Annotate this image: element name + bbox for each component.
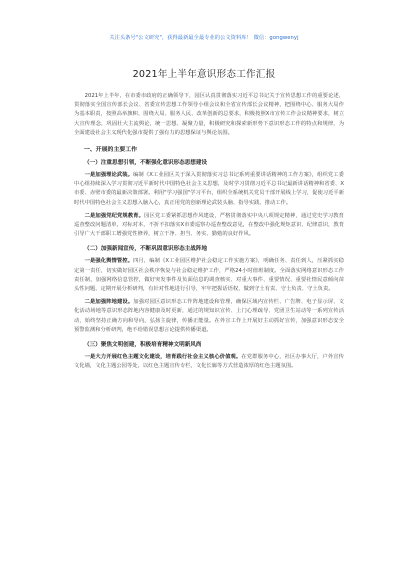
paragraph-lead: 一是大力开展红色主题文化建设，培育践行社会主义核心价值观。 bbox=[84, 354, 242, 361]
paragraph-text: 在党群服务中心，社区办事大厅，户外宣传文化墙，文化主题公园等处，以红色主题宣传专栏，文化长廊等方式营造浓厚的红色主题氛围。 bbox=[74, 354, 344, 370]
document-body bbox=[74, 92, 344, 375]
paragraph-red-culture bbox=[74, 353, 344, 371]
paragraph-text: 园区党工委紧抓思想作风建设，严格贯彻落实中央八项规定精神，通过党史学习教育巡查整改问题清单，对标对本，不折不扣落实X市委巡察办巡查整改意见，在整改中强化规矩意识、纪律意识，教育引导广大干部职工增强党性修养，树立干净、担当、务实、勤勉的良好作风。 bbox=[74, 212, 344, 238]
paragraph-discipline bbox=[74, 212, 344, 240]
intro-paragraph: 2021年上半年，在市委市政府的正确领导下，园区认真贯彻落实习近平总书记关于宣传思想工作的重要论述，贯彻落实全国宣传部长会议、省委宣传思想工作领导小组会议和全省宣传部长会议精神，把围绕中心、服务大局作为基本职责，按照高举旗帜、围绕大局、服务人民、改革创新的总要求，积极按照X市宣传工作会议精神要求，树立大宣传理念，巩固壮大主流舆论，统一思想、凝聚力量，积极研究和探索新形势下意识形态工作的特点和规律，为全面建设社会主义现代化强市提供了强有力的思想保证与舆论氛围。 bbox=[74, 93, 344, 136]
paragraph-theory bbox=[74, 171, 344, 208]
paragraph-lead: 一是强化舆情管控。 bbox=[84, 258, 134, 265]
subsection-heading-news: （二）加强新闻宣传，不断巩固意识形态主战阵地 bbox=[84, 246, 208, 253]
subsection-heading-civilization: （三）聚焦文明创建，积极培育精神文明新风尚 bbox=[84, 342, 202, 349]
section-heading-main-work: 一、开展的主要工作 bbox=[84, 147, 138, 154]
subsection-heading-ideology: （一）注重思想引领，不断强化意识形态思想建设 bbox=[84, 160, 208, 167]
paragraph-text: 编制《X工业园区关于深入贯彻落实习总书记系列重要讲话精神的工作方案》，组织党工委中心组持续深入学习贯彻习近平新时代中国特色社会主义思想，及时学习贯彻习近平总书记最新讲话精神和省委、X市委、赤壁市委的最新决策部署。利用"学习强国"学习平台，组织全系统机关党员干部开展线上学习，促使习近平新时代中国特色社会主义思想入脑入心，真正用党的创新理论武装头脑、指导实践、推动工作。 bbox=[74, 172, 344, 206]
header-banner[interactable]: 关注头条号"公文研究"，获得最新最全最专业的公文资料库！ 微信：gongwenyj bbox=[109, 35, 299, 41]
paragraph-positions bbox=[74, 298, 344, 335]
paragraph-text: 加强对园区意识形态工作阵地建设和管理，确保区域内宣传栏、广告牌、电子显示屏、文化活动场地等意识形态阵地内容健康及时更新，通过的规知识宣传、上门心理疏导、党团卫生站动等一系列宣传活动，始终坚持正确方向和导向，弘扬主旋律，传播正能量。在外宣工作上开展好主动抓好宣传，加强意识形态安全预警监测和分析研判，绝不给错误思想言论提供传播渠道。 bbox=[74, 299, 344, 333]
paragraph-lead: 一是加强理论武装。 bbox=[84, 172, 134, 179]
document-title: 2021年上半年意识形态工作汇报 bbox=[132, 69, 276, 80]
paragraph-lead: 二是加强阵地建设。 bbox=[84, 299, 134, 306]
paragraph-public-opinion bbox=[74, 257, 344, 294]
paragraph-lead: 二是加强党纪党规教育。 bbox=[84, 212, 145, 219]
paragraph-text: 四月，编制《X工业园区维护社会稳定工作实施方案》，明确任务、责任到人，压紧抓实稳定第一责任，切实做好园区社会秩序恢复与社会稳定维护工作，严格24小时值班制度。全面落实网络意识形态工作责任制，加强网络信息管控，做好突发事件及负面信息的调查核实、对重大事件、重要情况、重要社情民意倾向苗头性问题，定期开展分析研判，有针对性地进行引导，牢牢把握话语权，做到守土有责、守土负责、守土负责。 bbox=[74, 258, 344, 293]
